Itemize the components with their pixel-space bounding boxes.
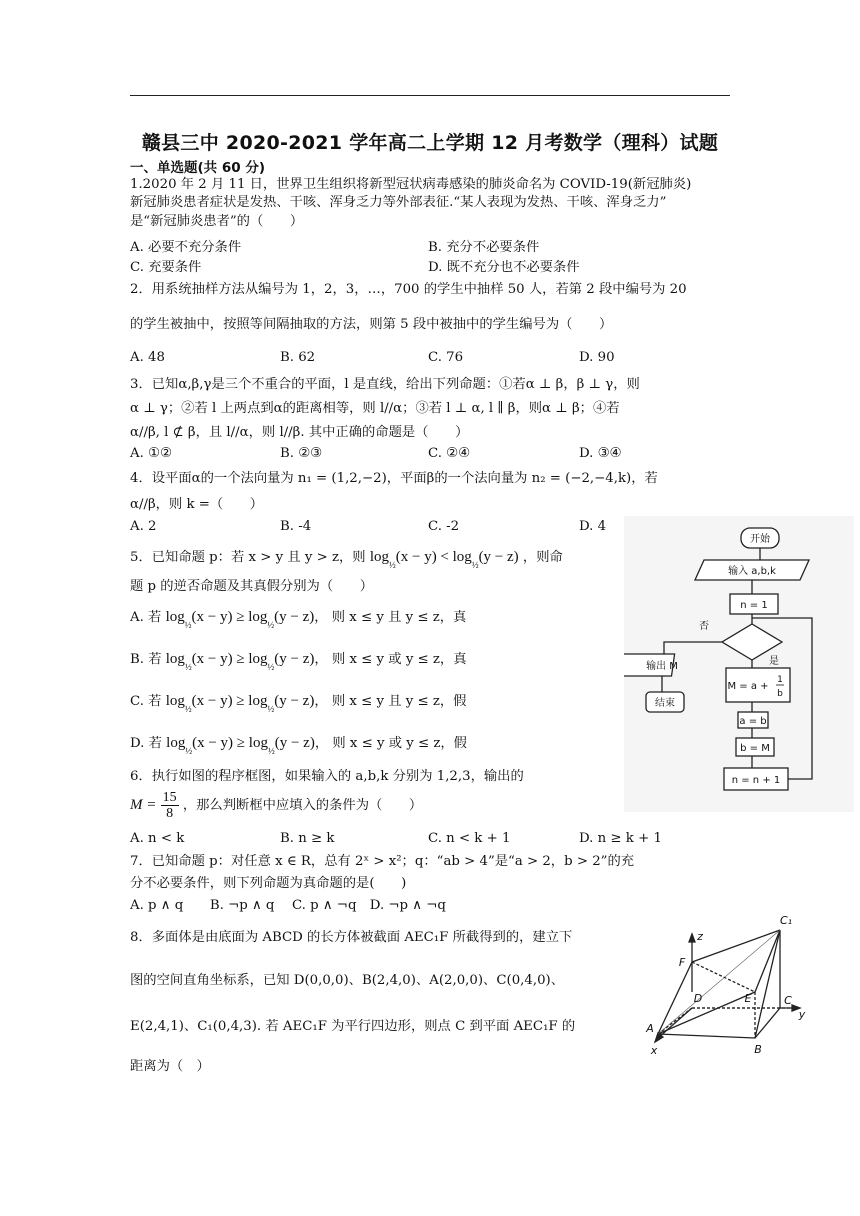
q6-line-1: 6．执行如图的程序框图，如果输入的 a,b,k 分别为 1,2,3，输出的 [130,769,524,784]
svg-text:b: b [777,689,783,699]
label-c: C [784,994,792,1007]
q5-option-a-text: 则 x ≤ y 且 y ≤ z，真 [331,610,467,625]
q5-option-c: C. 若 $\log_{\frac{1}{2}}(x - y) \ge \log_{\frac{1}{2}}(y - z)$， 则 x ≤ y 且 y ≤ z，假 [130,693,467,714]
flowchart-figure [624,516,854,812]
q5-line-1b: ，则命 [522,550,563,565]
q6-option-c: C. n < k + 1 [428,831,511,846]
flow-start-label: 开始 [750,534,770,545]
q5-option-c-label: C. 若 [130,694,162,709]
label-c1: C₁ [779,914,793,927]
flow-output-label: 输出 M [646,661,678,672]
q4-option-a: A. 2 [130,519,157,534]
q8-line-4: 距离为（ ） [130,1059,210,1074]
q5-option-d-log: $\log_{\frac{1}{2}}(x - y) \ge \log_{\frac{1}{2}}(y - z)$ [166,735,315,756]
q5-option-b: B. 若 $\log_{\frac{1}{2}}(x - y) \ge \log_{\frac{1}{2}}(y - z)$， 则 x ≤ y 或 y ≤ z，真 [130,651,467,672]
q8-line-1: 8．多面体是由底面为 ABCD 的长方体被截面 AEC₁F 所截得到的，建立下 [130,930,573,945]
svg-text:1: 1 [777,675,783,685]
q6-option-a: A. n < k [130,831,185,846]
flow-assign-b-label: b = M [740,743,770,754]
q5-line-1 [130,548,563,574]
q7-options: A. p ∧ q B. ¬p ∧ q C. p ∧ ¬q D. ¬p ∧ ¬q [130,898,446,913]
q5-option-b-label: B. 若 [130,652,162,667]
q5-option-a-label: A. 若 [130,610,162,625]
q1-line-1: 1.2020 年 2 月 11 日，世界卫生组织将新型冠状病毒感染的肺炎命名为 COVID-19(新冠肺炎) [130,177,692,192]
flow-increment-label: n = n + 1 [731,775,781,786]
q5-option-a: A. 若 $\log_{\frac{1}{2}}(x - y) \ge \log_{\frac{1}{2}}(y - z)$， 则 x ≤ y 且 y ≤ z，真 [130,609,467,630]
flow-end-label: 结束 [655,698,675,709]
flow-assign-a-label: a = b [739,716,767,727]
q2-option-c: C. 76 [428,350,464,365]
solid-figure [640,910,810,1058]
q1-option-d: D. 既不充分也不必要条件 [428,260,580,275]
label-e: E [744,992,752,1005]
q5-option-b-log: $\log_{\frac{1}{2}}(x - y) \ge \log_{\frac{1}{2}}(y - z)$ [165,651,315,672]
q3-option-a: A. ①② [130,446,172,461]
q8-line-3: E(2,4,1)、C₁(0,4,3). 若 AEC₁F 为平行四边形，则点 C 到平面 AEC₁F 的 [130,1019,576,1034]
q6-line-2-wrap [130,790,422,821]
q1-option-a: A. 必要不充分条件 [130,240,242,255]
label-b: B [754,1043,762,1056]
flow-assign-m-label: M = a + [727,681,769,692]
q1-option-c: C. 充要条件 [130,260,202,275]
q6-m-equals: M = [130,797,157,813]
q3-line-1: 3．已知α,β,γ是三个不重合的平面，l 是直线，给出下列命题：①若α ⊥ β，β ⊥ γ，则 [130,377,640,392]
q8-line-2: 图的空间直角坐标系，已知 D(0,0,0)、B(2,4,0)、A(2,0,0)、C(0,4,0)、 [130,973,565,988]
q5-option-d-text: 则 x ≤ y 或 y ≤ z，假 [332,736,467,751]
label-z: z [697,930,703,943]
q4-option-d: D. 4 [579,519,607,534]
q5-option-c-text: 则 x ≤ y 且 y ≤ z，假 [331,694,467,709]
q7-line-1: 7．已知命题 p：对任意 x ∈ R，总有 2ˣ > x²；q：“ab > 4”是“a > 2，b > 2”的充 [130,854,635,869]
q1-option-b: B. 充分不必要条件 [428,240,540,255]
q4-option-b: B. -4 [280,519,312,534]
q3-line-2: α ⊥ γ；②若 l 上两点到α的距离相等，则 l//α；③若 l ⊥ α, l ∥ β，则α ⊥ β；④若 [130,401,620,416]
q7-line-2: 分不必要条件，则下列命题为真命题的是( ) [130,876,407,891]
flow-input-label: 输入 a,b,k [728,566,776,577]
flow-init-label: n = 1 [740,600,768,611]
header-rule [130,95,730,96]
label-d: D [693,992,703,1005]
label-x: x [650,1044,658,1057]
q1-line-2: 新冠肺炎患者症状是发热、干咳、浑身乏力等外部表征.“某人表现为发热、干咳、浑身乏力” [130,195,667,210]
q5-log-inequality: $\log_{\frac{1}{2}}(x - y) < \log_{\frac{1}{2}}(y - z)$ [369,549,519,570]
q6-option-b: B. n ≥ k [280,831,335,846]
q5-line-2: 题 p 的逆否命题及其真假分别为（ ） [130,579,374,594]
label-y: y [798,1008,806,1021]
flow-yes-label: 是 [769,656,779,667]
q4-line-2: α//β，则 k =（ ） [130,497,264,512]
q3-option-d: D. ③④ [579,446,622,461]
q4-option-c: C. -2 [428,519,460,534]
q5-option-c-log: $\log_{\frac{1}{2}}(x - y) \ge \log_{\frac{1}{2}}(y - z)$ [165,693,315,714]
q6-fraction: $\frac{15}{8}$ [162,790,177,821]
flow-no-label: 否 [699,621,709,632]
q4-line-1: 4．设平面α的一个法向量为 n₁ = (1,2,−2)，平面β的一个法向量为 n₂ = (−2,−4,k)，若 [130,471,658,486]
exam-title: 赣县三中 2020-2021 学年高二上学期 12 月考数学（理科）试题 [141,132,719,154]
q2-option-a: A. 48 [130,350,165,365]
q5-option-b-text: 则 x ≤ y 或 y ≤ z，真 [331,652,467,667]
q5-option-d: D. 若 $\log_{\frac{1}{2}}(x - y) \ge \log_{\frac{1}{2}}(y - z)$， 则 x ≤ y 或 y ≤ z，假 [130,735,467,756]
q2-option-b: B. 62 [280,350,316,365]
label-f: F [678,956,686,969]
q2-line-2: 的学生被抽中，按照等间隔抽取的方法，则第 5 段中被抽中的学生编号为（ ） [130,317,613,332]
q2-option-d: D. 90 [579,350,615,365]
q5-line-1a: 5．已知命题 p：若 x > y 且 y > z，则 [130,550,366,565]
q3-option-b: B. ②③ [280,446,323,461]
q5-option-d-label: D. 若 [130,736,162,751]
q6-option-d: D. n ≥ k + 1 [579,831,662,846]
q3-line-3: α//β, l ⊄ β，且 l//α，则 l//β. 其中正确的命题是（ ） [130,425,469,440]
q6-line-2: ，那么判断框中应填入的条件为（ ） [182,798,423,813]
q5-option-a-log: $\log_{\frac{1}{2}}(x - y) \ge \log_{\frac{1}{2}}(y - z)$ [165,609,315,630]
label-a: A [646,1022,654,1035]
section-heading: 一、单选题(共 60 分) [130,160,266,176]
q2-line-1: 2．用系统抽样方法从编号为 1，2，3，…，700 的学生中抽样 50 人，若第 2 段中编号为 20 [130,282,687,297]
q1-line-3: 是“新冠肺炎患者”的（ ） [130,214,304,229]
q3-option-c: C. ②④ [428,446,470,461]
